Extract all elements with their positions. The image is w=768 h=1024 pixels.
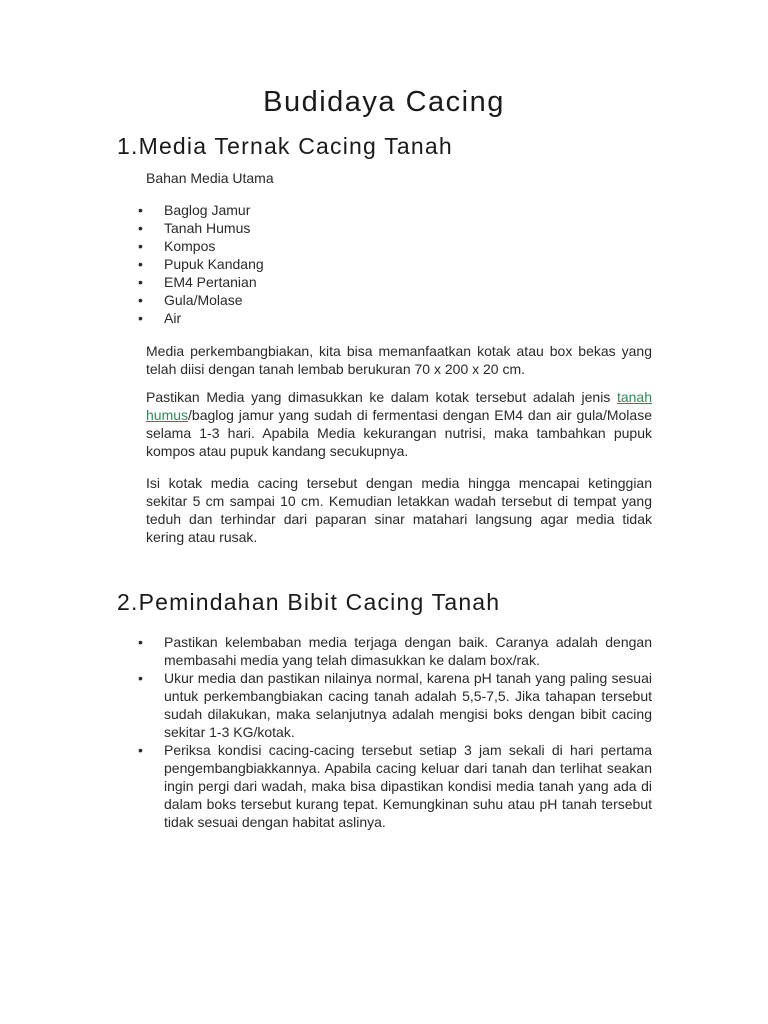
- materials-subheading: Bahan Media Utama: [146, 170, 274, 186]
- section-2-heading: 2.Pemindahan Bibit Cacing Tanah: [117, 589, 501, 615]
- steps-list: [138, 633, 652, 831]
- list-item: • Tanah Humus: [138, 219, 438, 237]
- list-item: • Ukur media dan pastikan nilainya normal, karena pH tanah yang paling sesuai untuk perkembangbiakan cacing tanah adalah 5,5-7,5. Jika tahapan tersebut sudah dilakukan, maka selanjutnya adalah mengisi boks dengan bibit cacing sekitar 1-3 KG/kotak.: [138, 669, 652, 741]
- materials-list: [138, 201, 438, 327]
- list-item: • Gula/Molase: [138, 291, 438, 309]
- list-item: • EM4 Pertanian: [138, 273, 438, 291]
- list-item: • Baglog Jamur: [138, 201, 438, 219]
- list-item: • Air: [138, 309, 438, 327]
- list-item: • Pastikan kelembaban media terjaga dengan baik. Caranya adalah dengan membasahi media yang telah dimasukkan ke dalam box/rak.: [138, 633, 652, 669]
- paragraph-media-box: Media perkembangbiakan, kita bisa memanfaatkan kotak atau box bekas yang telah diisi dengan tanah lembab berukuran 70 x 200 x 20 cm.: [146, 343, 652, 377]
- document-title: Budidaya Cacing: [263, 86, 505, 118]
- list-item: • Pupuk Kandang: [138, 255, 438, 273]
- paragraph-media-type: [146, 388, 652, 460]
- list-item: • Kompos: [138, 237, 438, 255]
- section-1-heading: 1.Media Ternak Cacing Tanah: [117, 133, 453, 159]
- paragraph-fill-box: Isi kotak media cacing tersebut dengan media hingga mencapai ketinggian sekitar 5 cm sampai 10 cm. Kemudian letakkan wadah tersebut di tempat yang teduh dan terhindar dari paparan sinar matahari langsung agar media tidak kering atau rusak.: [146, 475, 652, 545]
- list-item: • Periksa kondisi cacing-cacing tersebut setiap 3 jam sekali di hari pertama pengembangbiakkannya. Apabila cacing keluar dari tanah dan terlihat seakan ingin pergi dari wadah, maka bisa dipastikan kondisi media tanah yang ada di dalam boks tersebut kurang tepat. Kemungkinan suhu atau pH tanah tersebut tidak sesuai dengan habitat aslinya.: [138, 741, 652, 831]
- paragraph-text: Pastikan Media yang dimasukkan ke dalam kotak tersebut adalah jenis: [146, 389, 617, 405]
- paragraph-text: /baglog jamur yang sudah di fermentasi dengan EM4 dan air gula/Molase selama 1-3 hari. Apabila Media kekurangan nutrisi, maka tambahkan pupuk kompos atau pupuk kandang secukupnya.: [146, 407, 652, 459]
- tanah-humus-link[interactable]: tanah humus: [146, 389, 652, 423]
